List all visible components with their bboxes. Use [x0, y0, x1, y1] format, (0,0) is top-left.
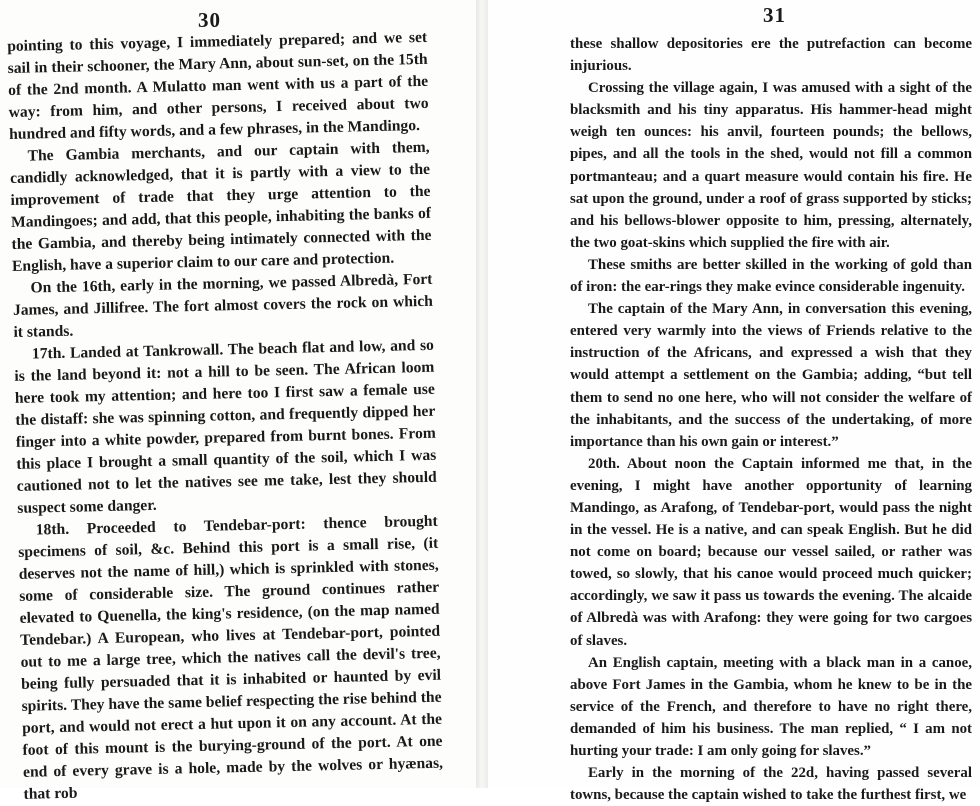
paragraph: these shallow depositories ere the putrefaction can become injurious. — [570, 36, 972, 75]
paragraph: The Gambia merchants, and our captain with them, candidly acknowledged, that it is partly with a view to the improvement of trade that they urge attention to the Mandingoes; and add, that this people, inhabiting the banks of the Gambia, and thereby being intimately connected with the English, have a superior claim to our care and protection. — [9, 138, 432, 275]
page-number: 31 — [763, 3, 786, 27]
paragraph: Early in the morning of the 22d, having passed several towns, because the captain wished to take the furthest first, we — [570, 765, 972, 804]
page-number: 30 — [198, 8, 221, 32]
left-page — [0, 0, 476, 803]
book-gutter — [476, 0, 488, 788]
paragraph: On the 16th, early in the morning, we passed Albredà, Fort James, and Jillifree. The fort almost covers the rock on which it stands. — [12, 270, 434, 341]
paragraph: These smiths are better skilled in the working of gold than of iron: the ear-rings they make evince considerable ingenuity. — [570, 256, 972, 296]
paragraph: 18th. Proceeded to Tendebar-port: thence brought specimens of soil, &c. Behind this port is a small rise, (it deserves not the name of hill,) which is sprinkled with stones, some of considerable size. The ground continues rather elevated to Quenella, the king's residence, (on the map named Tendebar.) A European, who lives at Tendebar-port, pointed out to me a large tree, which the natives call the devil's tree, being fully persuaded that it is inhabited or haunted by evil spirits. They have the same belief respecting the rise behind the port, and would not erect a hut upon it on any account. At the foot of this mount is the burying-ground of the port. At one end of every grave is a hole, made by the wolves or hyænas, that rob — [18, 512, 444, 803]
paragraph: The captain of the Mary Ann, in conversation this evening, entered very warmly into the views of Friends relative to the instruction of the Africans, and expressed a wish that they would attempt a settlement on the Gambia; adding, “but tell them to send no one here, who will not consider the welfare of the inhabitants, and the success of the undertaking, of more importance than his own gain or interest.” — [570, 301, 972, 450]
page-body — [570, 33, 972, 806]
paragraph: An English captain, meeting with a black man in a canoe, above Fort James in the Gambia, whom he knew to be in the service of the French, and therefore to have no right there, demanded of him his business. The man replied, “ I am not hurting your trade: I am only going for slaves.” — [570, 654, 972, 759]
paragraph: Crossing the village again, I was amused with a sight of the blacksmith and his tiny apparatus. His hammer-head might weigh ten ounces: his anvil, fourteen pounds; the bellows, pipes, and all the tools in the shed, would not fill a common portmanteau; and a quart measure would contain his fire. He sat upon the ground, under a roof of grass supported by sticks; and his bellows-blower opposite to him, pressing, alternately, the two goat-skins which supplied the fire with air. — [570, 80, 972, 251]
paragraph: pointing to this voyage, I immediately prepared; and we set sail in their schooner, the Mary Ann, about sun-set, on the 15th of the 2nd month. A Mulatto man went with us a part of the way: from him, and other persons, I received about two hundred and fifty words, and a few phrases, in the Mandingo. — [7, 28, 429, 143]
paragraph: 17th. Landed at Tankrowall. The beach flat and low, and so is the land beyond it: not a hill to be seen. The African loom here took my attention; and here too I first saw a female use the distaff: she was spinning cotton, and frequently dipped her finger into a white powder, prepared from burnt bones. From this place I brought a small quantity of the soil, which I was cautioned not to let the natives see me take, lest they should suspect some danger. — [14, 336, 437, 517]
right-page — [488, 0, 980, 804]
page-body — [7, 27, 444, 806]
paragraph: 20th. About noon the Captain informed me that, in the evening, I might have another opportunity of learning Mandingo, as Arafong, of Tendebar-port, would pass the night in the vessel. He is a native, and can speak English. But he did not come on board; because our vessel sailed, or rather was towed, so slowly, that his canoe would proceed much quicker; accordingly, we saw it pass us towards the evening. The alcaide of Albredà was with Arafong: they were going for two cargoes of slaves. — [570, 455, 972, 649]
